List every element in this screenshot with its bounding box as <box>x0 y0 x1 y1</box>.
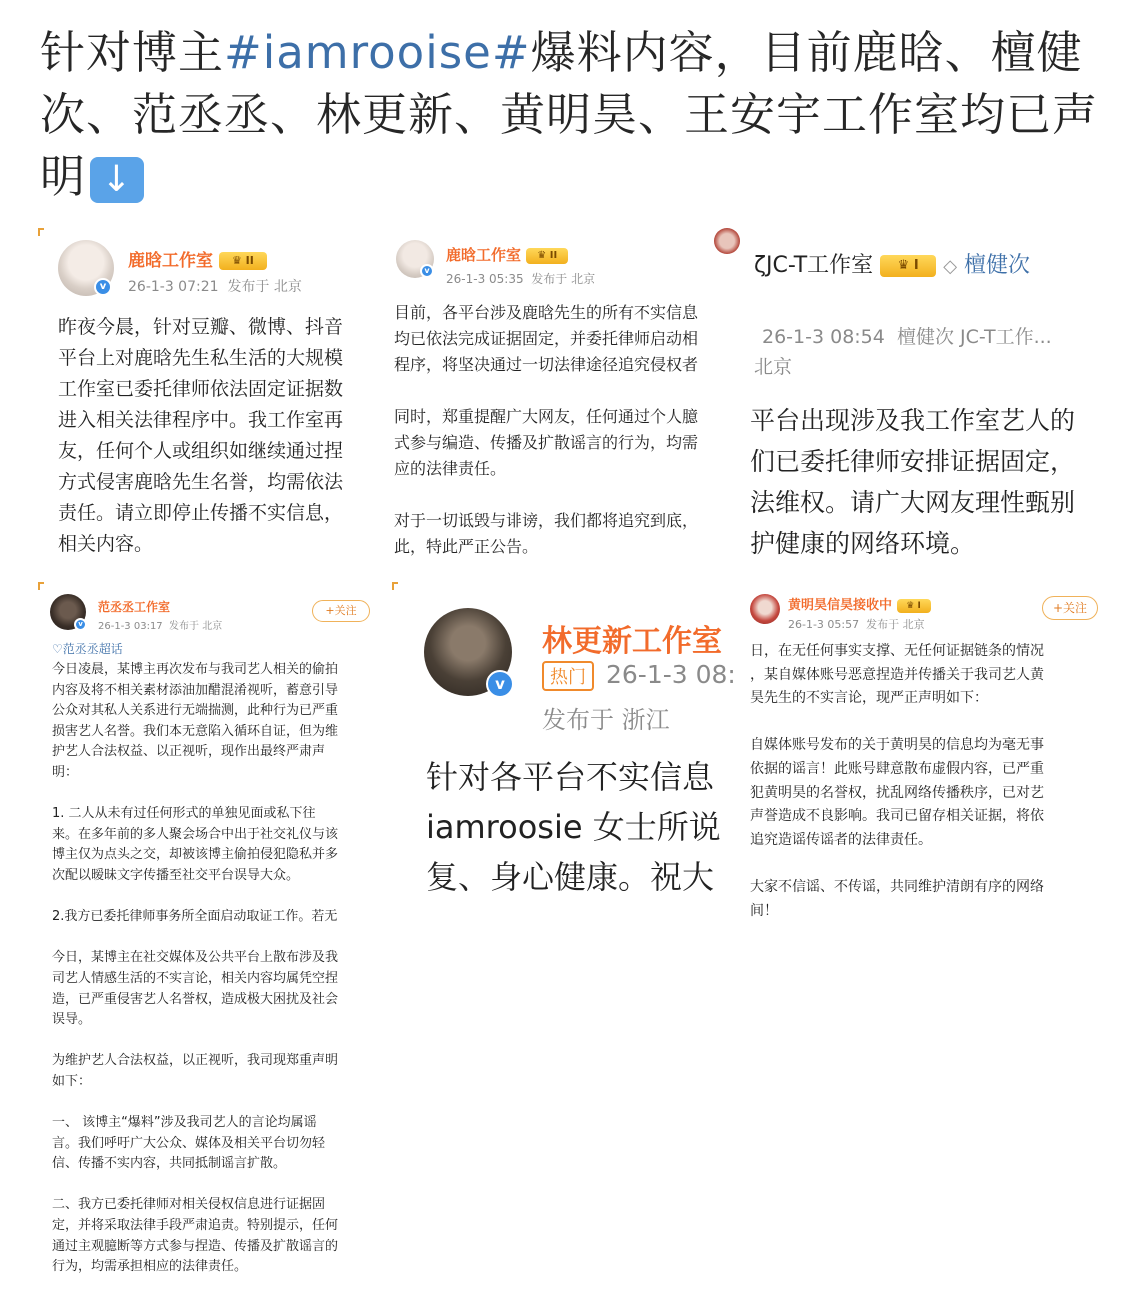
verified-badge-icon: v <box>486 670 514 698</box>
text-line: 定，并将采取法律手段严肃追责。特别提示，任何 <box>52 1218 339 1234</box>
text-line: 一、 该博主“爆料”涉及我司艺人的言论均属谣 <box>52 1115 317 1131</box>
text-line: 来。在多年前的多人聚会场合中出于社交礼仪与该 <box>52 826 339 842</box>
text-line: 昊先生的不实言论，现严正声明如下： <box>750 690 988 707</box>
text-line: 1. 二人从未有过任何形式的单独见面或私下往 <box>52 806 316 822</box>
text-line: 间！ <box>750 902 778 919</box>
text-line: 博主仅为点头之交，却被该博主偷拍侵犯隐私并多 <box>52 847 339 863</box>
verified-badge-icon: v <box>74 618 87 631</box>
post-body <box>750 640 1044 922</box>
corner-mark <box>38 228 44 236</box>
text-line: 此，特此严正公告。 <box>394 537 539 556</box>
crown-level-icon: ♛ II <box>526 248 568 264</box>
post-luhan-2 <box>392 228 742 568</box>
verified-badge-icon: v <box>420 264 434 278</box>
text-line <box>394 378 698 404</box>
page-headline <box>40 22 1110 208</box>
text-line: 护健康的网络环境。 <box>750 529 976 558</box>
text-line <box>394 482 698 508</box>
text-line: 2.我方已委托律师事务所全面启动取证工作。若无 <box>52 909 338 925</box>
author-name[interactable]: 鹿晗工作室 ♛ II <box>128 246 267 271</box>
text-line: 平台出现涉及我工作室艺人的 <box>750 406 1076 435</box>
text-line: 程序，将坚决通过一切法律途径追究侵权者 <box>394 355 699 374</box>
post-fan <box>38 582 388 1282</box>
text-line: 昨夜今晨，针对豆瓣、微博、抖音 <box>58 316 344 338</box>
text-line: 犯黄明昊的名誉权，扰乱网络传播秩序，已对艺 <box>750 784 1044 801</box>
text-line <box>750 711 1044 735</box>
post-jct <box>746 228 1101 568</box>
post-meta: 26-1-3 05:57 发布于 北京 <box>788 618 925 631</box>
follow-button[interactable]: +关注 <box>1042 596 1098 620</box>
corner-mark <box>38 582 44 590</box>
text-line: 均已依法完成证据固定，并委托律师启动相 <box>394 329 699 348</box>
text-line: ，某自媒体账号恶意捏造并传播关于我司艺人黄 <box>750 666 1044 683</box>
text-line: 对于一切诋毁与诽谤，我们都将追究到底， <box>394 511 699 530</box>
down-arrow-icon: ↓ <box>90 157 144 203</box>
post-location: 北京 <box>754 356 793 378</box>
text-line: 次配以暧昧文字传播至社交平台误导大众。 <box>52 867 300 883</box>
text-line: 们已委托律师安排证据固定， <box>750 447 1076 476</box>
post-meta: 26-1-3 08:54 檀健次 JC-T工作... <box>762 326 1052 348</box>
avatar-small <box>714 228 740 254</box>
text-line: 法维权。请广大网友理性甄别 <box>750 488 1076 517</box>
author-name[interactable]: 鹿晗工作室 ♛ II <box>446 244 568 265</box>
text-line: 行为，均需承担相应的法律责任。 <box>52 1259 248 1275</box>
text-line <box>52 1175 338 1196</box>
crown-level-icon: ♛ II <box>219 252 267 270</box>
text-line: 声誉造成不良影响。我司已留存相关证据，将依 <box>750 808 1044 825</box>
post-lin <box>392 582 742 922</box>
post-meta: 26-1-3 07:21 发布于 北京 <box>128 279 302 295</box>
text-line: 相关内容。 <box>58 533 154 555</box>
text-line: 大家不信谣、不传谣，共同维护清朗有序的网络 <box>750 878 1044 895</box>
text-line: 针对各平台不实信息 <box>426 758 715 796</box>
post-body <box>394 300 698 560</box>
post-body <box>58 312 343 560</box>
text-line: 明： <box>52 764 79 780</box>
text-line: 依据的谣言！此账号肆意散布虚假内容，已严重 <box>750 760 1044 777</box>
text-line <box>52 1031 338 1052</box>
post-meta: 26-1-3 03:17 发布于 北京 <box>98 621 223 632</box>
follow-button[interactable]: +关注 <box>312 600 370 622</box>
text-line: 通过主观臆断等方式参与捏造、传播及扩散谣言的 <box>52 1238 339 1254</box>
text-line: 复、身心健康。祝大 <box>426 858 715 896</box>
text-line <box>52 887 338 908</box>
post-location: 发布于 浙江 <box>542 706 670 734</box>
text-line: 进入相关法律程序中。我工作室再 <box>58 409 344 431</box>
text-line: 方式侵害鹿晗先生名誉，均需依法 <box>58 471 344 493</box>
text-line <box>52 1092 338 1113</box>
author-name[interactable]: ζJC-T工作室 ♛ I ◇ 檀健次 <box>754 253 1031 278</box>
text-line: 追究造谣传谣者的法律责任。 <box>750 831 932 848</box>
post-body <box>750 400 1075 564</box>
superchat-diamond-icon: ◇ <box>943 256 958 277</box>
text-line: 式参与编造、传播及扩散谣言的行为，均需 <box>394 433 699 452</box>
text-line <box>52 928 338 949</box>
text-line: 护艺人合法权益、以正视听，现作出最终严肃声 <box>52 744 326 760</box>
crown-level-icon: ♛ I <box>897 599 931 613</box>
text-line: 司艺人情感生活的不实言论，相关内容均属凭空捏 <box>52 970 339 986</box>
text-line: iamroosie 女士所说 <box>426 808 721 846</box>
text-line: 今日凌晨，某博主再次发布与我司艺人相关的偷拍 <box>52 662 339 677</box>
text-line: 工作室已委托律师依法固定证据数 <box>58 378 344 400</box>
text-line: 言。我们呼吁广大公众、媒体及相关平台切勿轻 <box>52 1135 326 1151</box>
text-line: 同时，郑重提醒广大网友，任何通过个人臆 <box>394 407 699 426</box>
hashtag-link[interactable]: #iamrooise# <box>224 26 531 79</box>
verified-badge-icon: v <box>94 278 112 296</box>
text-line: 责任。请立即停止传播不实信息， <box>58 502 344 524</box>
text-line: 公众对其私人关系进行无端揣测，此种行为已严重 <box>52 703 339 719</box>
text-line: 如下： <box>52 1073 92 1089</box>
post-meta: 26-1-3 05:35 发布于 北京 <box>446 272 596 286</box>
text-line: 自媒体账号发布的关于黄明昊的信息均为毫无事 <box>750 737 1044 754</box>
text-line: 信、传播不实内容，共同抵制谣言扩散。 <box>52 1156 287 1172</box>
superchat-link[interactable]: ♡范丞丞超话 <box>52 642 123 656</box>
text-line: 内容及将不相关素材添油加醋混淆视听，蓄意引导 <box>52 682 339 698</box>
text-line: 友，任何个人或组织如继续通过捏 <box>58 440 344 462</box>
avatar[interactable] <box>750 594 780 624</box>
post-luhan-1 <box>38 228 388 568</box>
author-name[interactable]: 范丞丞工作室 <box>98 600 171 614</box>
text-line: 目前，各平台涉及鹿晗先生的所有不实信息 <box>394 303 699 322</box>
text-line: 误导。 <box>52 1012 92 1028</box>
text-line: 日，在无任何事实支撑、无任何证据链条的情况 <box>750 643 1044 659</box>
text-line: 二、我方已委托律师对相关侵权信息进行证据固 <box>52 1197 326 1213</box>
text-line: 平台上对鹿晗先生私生活的大规模 <box>58 347 344 369</box>
post-body <box>52 660 338 1278</box>
text-line: 造，已严重侵害艺人名誉权，造成极大困扰及社会 <box>52 991 339 1007</box>
post-body <box>426 752 721 902</box>
hot-badge: 热门 <box>542 661 594 691</box>
text-line <box>52 784 338 805</box>
corner-mark <box>392 582 398 590</box>
post-huang <box>746 582 1101 922</box>
author-name[interactable]: 黄明昊信昊接收中 ♛ I <box>788 594 931 613</box>
text-line: 损害艺人名誉。我们本无意陷入循环自证，但为维 <box>52 723 339 739</box>
headline-suffix: 爆料内容，目前鹿晗、檀健次、范丞丞、林更新、黄明昊、王安宇工作室均已声明 <box>40 26 1099 203</box>
text-line <box>750 852 1044 876</box>
crown-level-icon: ♛ I <box>880 255 936 277</box>
text-line: 今日，某博主在社交媒体及公共平台上散布涉及我 <box>52 950 339 966</box>
superchat-link[interactable]: 檀健次 <box>964 253 1031 278</box>
text-line: 为维护艺人合法权益，以正视听，我司现郑重声明 <box>52 1053 339 1069</box>
post-meta: 热门 26-1-3 08: <box>542 660 736 691</box>
headline-prefix: 针对博主 <box>40 26 225 79</box>
text-line: 应的法律责任。 <box>394 459 507 478</box>
author-name[interactable]: 林更新工作室 <box>542 624 722 659</box>
